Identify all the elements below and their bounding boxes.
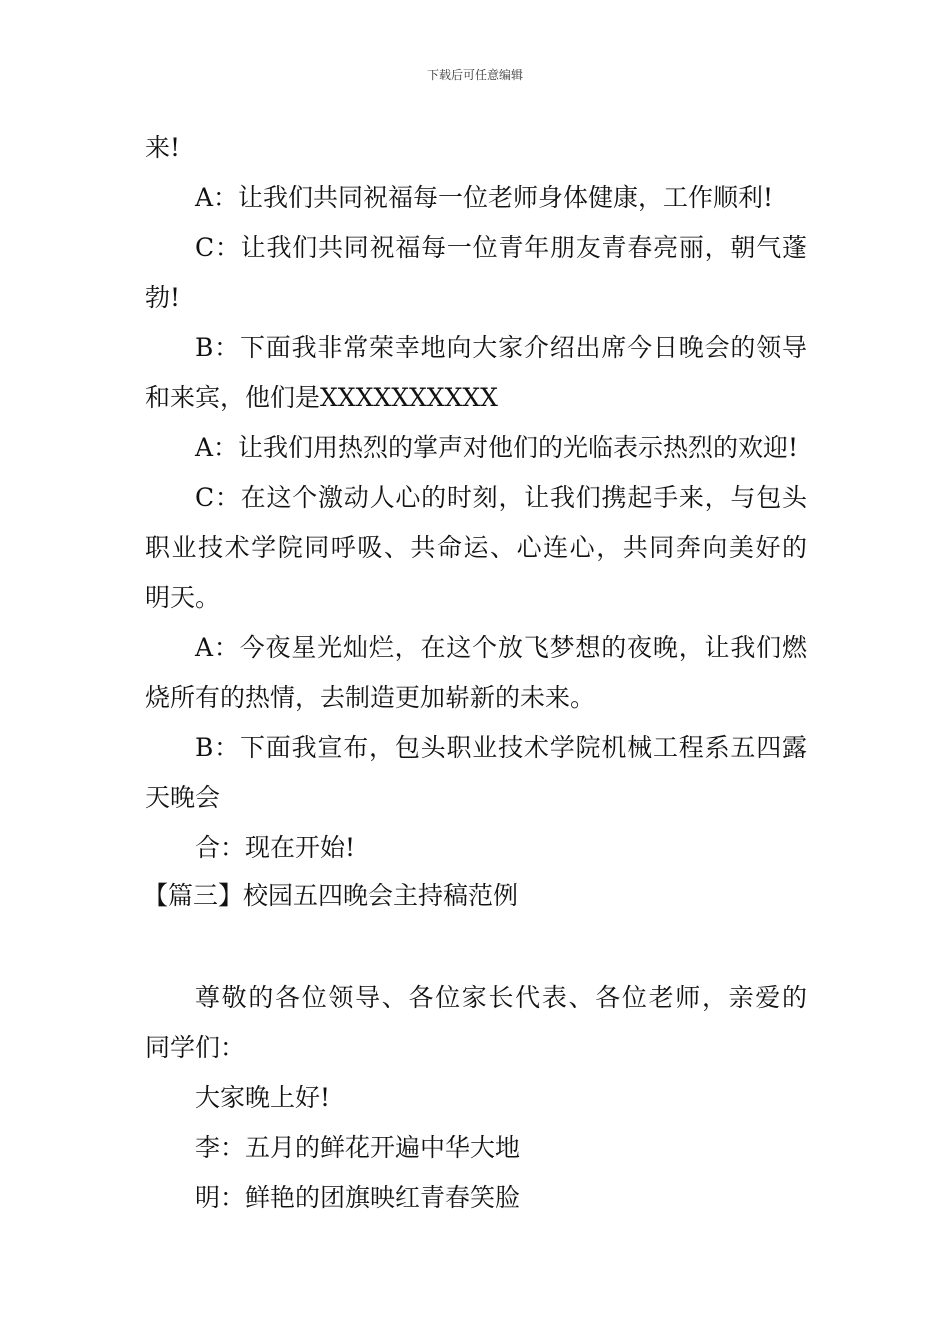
text-line: A：今夜星光灿烂，在这个放飞梦想的夜晚，让我们燃 — [195, 633, 807, 662]
text-line: 大家晚上好! — [195, 1083, 331, 1112]
section-heading: 【篇三】校园五四晚会主持稿范例 — [143, 881, 519, 910]
text-line: 和来宾，他们是XXXXXXXXXX — [145, 383, 498, 412]
text-line: 职业技术学院同呼吸、共命运、心连心，共同奔向美好的 — [145, 533, 807, 562]
text-line: 明天。 — [145, 583, 221, 612]
text-line: A：让我们用热烈的掌声对他们的光临表示热烈的欢迎! — [195, 433, 799, 462]
text-line: C：在这个激动人心的时刻，让我们携起手来，与包头 — [195, 483, 807, 512]
text-line: 来! — [145, 133, 181, 162]
text-line: 天晚会 — [145, 783, 221, 812]
text-line: B：下面我非常荣幸地向大家介绍出席今日晚会的领导 — [195, 333, 807, 362]
page-header: 下载后可任意编辑 — [426, 68, 523, 82]
text-line: 明：鲜艳的团旗映红青春笑脸 — [195, 1183, 521, 1212]
text-line: B：下面我宣布，包头职业技术学院机械工程系五四露 — [195, 733, 807, 762]
text-line: 合：现在开始! — [195, 833, 356, 862]
text-line: 同学们： — [145, 1033, 246, 1062]
text-line: C：让我们共同祝福每一位青年朋友青春亮丽，朝气蓬 — [195, 233, 807, 262]
text-line: 李：五月的鲜花开遍中华大地 — [195, 1133, 521, 1162]
text-line: 尊敬的各位领导、各位家长代表、各位老师，亲爱的 — [195, 983, 807, 1012]
text-line: 勃! — [145, 283, 181, 312]
text-line: A：让我们共同祝福每一位老师身体健康，工作顺利! — [195, 183, 774, 212]
text-line: 烧所有的热情，去制造更加崭新的未来。 — [145, 683, 596, 712]
